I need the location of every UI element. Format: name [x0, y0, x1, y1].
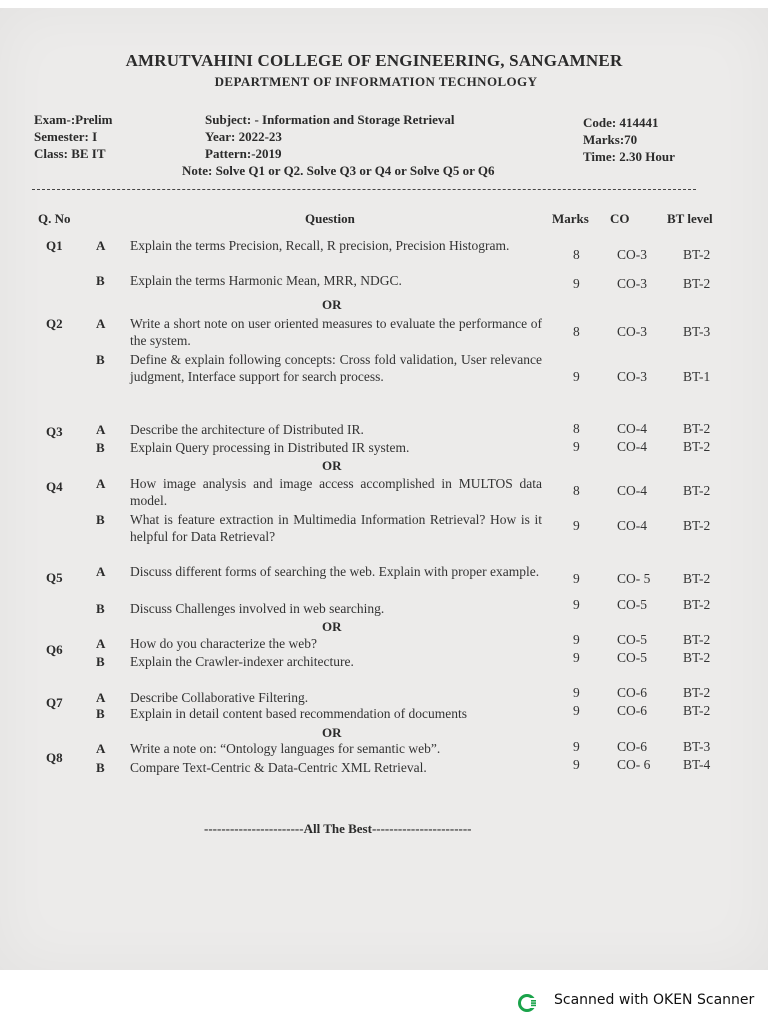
co-value: CO- 6 [617, 757, 651, 772]
co-value: CO-4 [617, 483, 647, 498]
question-number: Q1 [46, 238, 63, 253]
co-value: CO-3 [617, 324, 647, 339]
department-name: DEPARTMENT OF INFORMATION TECHNOLOGY [214, 74, 538, 89]
bt-level-value: BT-3 [683, 739, 711, 754]
co-value: CO-6 [617, 685, 647, 700]
bt-level-value: BT-2 [683, 685, 711, 700]
or-separator: OR [322, 725, 342, 740]
question-part: A [96, 636, 106, 651]
question-text: Discuss different forms of searching the web. Explain with proper example. [130, 564, 540, 579]
co-value: CO-3 [617, 369, 647, 384]
marks-value: 9 [573, 703, 580, 718]
or-separator: OR [322, 619, 342, 634]
question-text: How image analysis and image access accomplished in MULTOS data model. [130, 476, 542, 508]
marks-value: 9 [573, 276, 580, 291]
college-name: AMRUTVAHINI COLLEGE OF ENGINEERING, SANGAMNER [125, 51, 623, 70]
question-text: How do you characterize the web? [130, 636, 318, 651]
question-number: Q8 [46, 750, 63, 765]
exam-meta-middle [205, 111, 455, 162]
question-part: A [96, 476, 106, 491]
marks-value: 9 [573, 571, 580, 586]
question-number: Q3 [46, 424, 63, 439]
bt-level-value: BT-2 [683, 703, 711, 718]
instructions-note: Note: Solve Q1 or Q2. Solve Q3 or Q4 or Solve Q5 or Q6 [182, 163, 495, 178]
co-value: CO-3 [617, 276, 647, 291]
co-value: CO-5 [617, 632, 647, 647]
co-value: CO-4 [617, 518, 647, 533]
question-text: Explain Query processing in Distributed IR system. [130, 440, 410, 455]
question-part: A [96, 564, 106, 579]
bt-level-value: BT-2 [683, 650, 711, 665]
question-text: Define & explain following concepts: Cross fold validation, User relevance judgment, Interface support for search process. [130, 352, 542, 384]
col-header-marks: Marks [552, 211, 589, 226]
question-number: Q2 [46, 316, 63, 331]
co-value: CO-4 [617, 421, 647, 436]
question-part: B [96, 654, 105, 669]
exam-meta-left [34, 111, 112, 162]
marks-value: 9 [573, 757, 580, 772]
question-text: Explain the terms Harmonic Mean, MRR, NDGC. [130, 273, 402, 288]
marks-value: 9 [573, 597, 580, 612]
bt-level-value: BT-2 [683, 518, 711, 533]
marks-value: 9 [573, 518, 580, 533]
question-part: B [96, 352, 105, 367]
question-part: B [96, 601, 105, 616]
bt-level-value: BT-2 [683, 421, 711, 436]
co-value: CO-5 [617, 597, 647, 612]
marks-value: 9 [573, 739, 580, 754]
co-value: CO-6 [617, 739, 647, 754]
question-part: A [96, 422, 106, 437]
col-header-qno: Q. No [38, 211, 71, 226]
question-number: Q5 [46, 570, 63, 585]
question-part: B [96, 760, 105, 775]
marks-value: 9 [573, 650, 580, 665]
subject: Subject: - Information and Storage Retrieval [205, 112, 455, 127]
scanner-watermark-text: Scanned with OKEN Scanner [554, 992, 755, 1008]
marks-value: 9 [573, 369, 580, 384]
question-part: A [96, 238, 106, 253]
bt-level-value: BT-2 [683, 571, 711, 586]
marks-value: 8 [573, 421, 580, 436]
or-separator: OR [322, 297, 342, 312]
question-text: Discuss Challenges involved in web searching. [130, 601, 385, 616]
oken-scanner-logo-icon [518, 993, 538, 1013]
year: Year: 2022-23 [205, 129, 282, 144]
question-number: Q6 [46, 642, 63, 657]
question-text: Explain the terms Precision, Recall, R precision, Precision Histogram. [130, 238, 510, 253]
question-text: Explain in detail content based recommendation of documents [130, 706, 468, 721]
duration: Time: 2.30 Hour [583, 149, 675, 164]
co-value: CO-6 [617, 703, 647, 718]
bt-level-value: BT-2 [683, 483, 711, 498]
question-text: Describe the architecture of Distributed IR. [130, 422, 364, 437]
marks-value: 9 [573, 439, 580, 454]
marks-value: 9 [573, 685, 580, 700]
question-text: Compare Text-Centric & Data-Centric XML Retrieval. [130, 760, 427, 775]
question-text: Describe Collaborative Filtering. [130, 690, 309, 705]
header-divider [32, 189, 696, 190]
marks-value: 8 [573, 324, 580, 339]
bt-level-value: BT-2 [683, 439, 711, 454]
bt-level-value: BT-2 [683, 276, 711, 291]
question-part: B [96, 273, 105, 288]
semester: Semester: I [34, 129, 98, 144]
class: Class: BE IT [34, 146, 106, 161]
question-part: B [96, 440, 105, 455]
bt-level-value: BT-1 [683, 369, 711, 384]
question-text: Explain the Crawler-indexer architecture. [130, 654, 354, 669]
question-part: B [96, 706, 105, 721]
co-value: CO-4 [617, 439, 647, 454]
co-value: CO-3 [617, 247, 647, 262]
total-marks: Marks:70 [583, 132, 638, 147]
question-number: Q7 [46, 695, 63, 710]
exam-meta-right [583, 114, 675, 165]
pattern: Pattern:-2019 [205, 146, 282, 161]
bt-level-value: BT-2 [683, 597, 711, 612]
subject-code: Code: 414441 [583, 115, 659, 130]
question-part: B [96, 512, 105, 527]
co-value: CO- 5 [617, 571, 651, 586]
bt-level-value: BT-3 [683, 324, 711, 339]
question-part: A [96, 690, 106, 705]
or-separator: OR [322, 458, 342, 473]
exam-type: Exam-:Prelim [34, 112, 113, 127]
marks-value: 8 [573, 483, 580, 498]
question-part: A [96, 741, 106, 756]
bt-level-value: BT-4 [683, 757, 711, 772]
marks-value: 8 [573, 247, 580, 262]
col-header-bt: BT level [667, 211, 713, 226]
question-part: A [96, 316, 106, 331]
question-text: Write a short note on user oriented measures to evaluate the performance of the system. [130, 316, 542, 348]
col-header-question: Question [305, 211, 355, 226]
bt-level-value: BT-2 [683, 632, 711, 647]
question-number: Q4 [46, 479, 63, 494]
question-text: What is feature extraction in Multimedia Information Retrieval? How is it helpful for Data Retrieval? [130, 512, 542, 544]
col-header-co: CO [610, 211, 630, 226]
co-value: CO-5 [617, 650, 647, 665]
closing-line: -----------------------All The Best----------------------- [204, 821, 472, 836]
bt-level-value: BT-2 [683, 247, 711, 262]
question-text: Write a note on: “Ontology languages for semantic web”. [130, 741, 441, 756]
marks-value: 9 [573, 632, 580, 647]
